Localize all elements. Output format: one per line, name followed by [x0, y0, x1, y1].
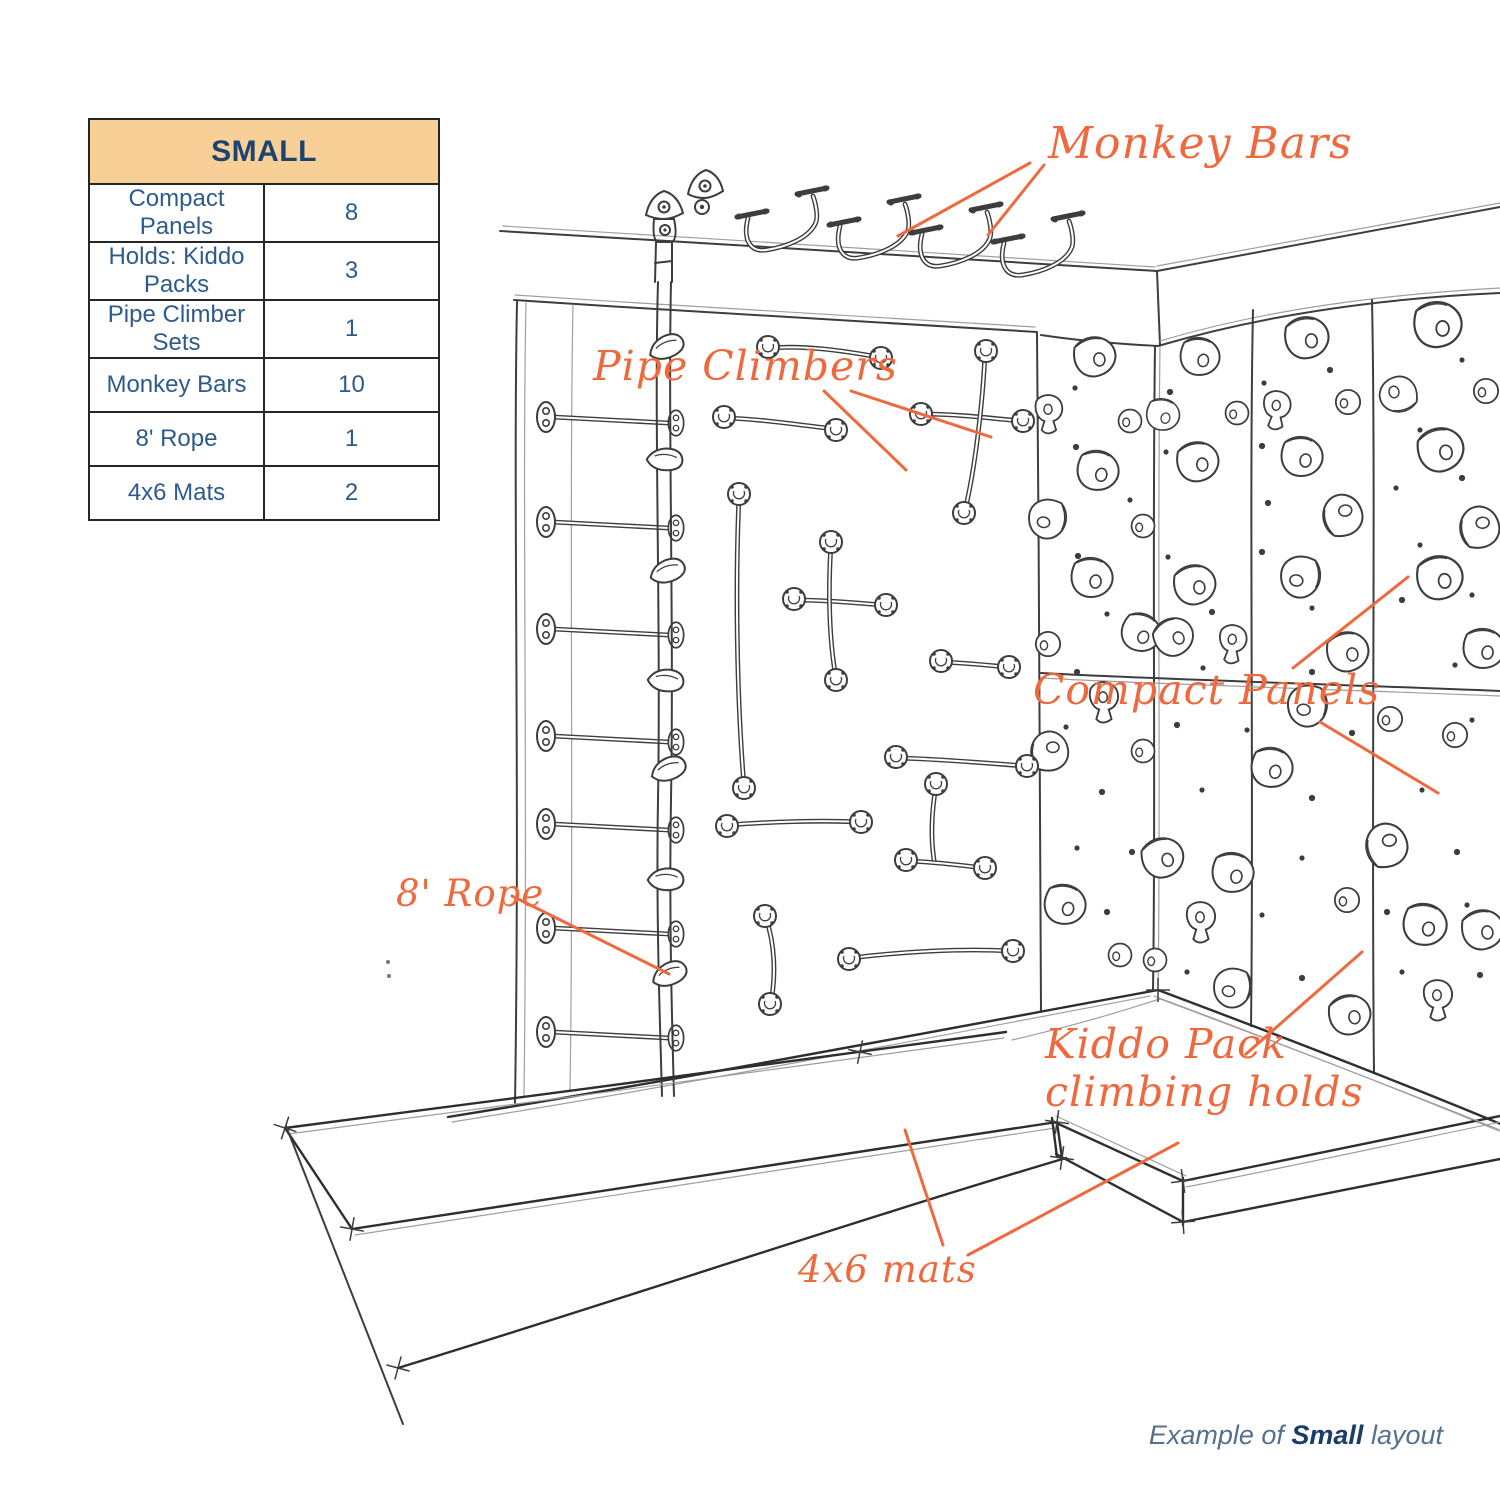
- stray-marks: [386, 960, 391, 978]
- row-label: Monkey Bars: [89, 358, 264, 412]
- rope-anchor-mounts: [646, 170, 723, 282]
- label-kiddo-pack-line1: Kiddo Pack: [1045, 1020, 1287, 1068]
- row-label: 4x6 Mats: [89, 466, 264, 520]
- label-pipe-climbers: Pipe Climbers: [593, 342, 898, 390]
- caption-prefix: Example of: [1148, 1420, 1292, 1450]
- small-layout-spec-table: [88, 118, 440, 521]
- row-value: 1: [264, 300, 439, 358]
- caption-suffix: layout: [1363, 1420, 1443, 1450]
- label-mats: 4x6 mats: [798, 1248, 977, 1291]
- row-value: 10: [264, 358, 439, 412]
- table-row: [89, 242, 439, 300]
- table-title: SMALL: [89, 119, 439, 184]
- row-label: 8' Rope: [89, 412, 264, 466]
- table-row: [89, 358, 439, 412]
- example-caption: [0, 1420, 1443, 1451]
- label-kiddo-pack: [1045, 1020, 1364, 1117]
- row-label: Pipe Climber Sets: [89, 300, 264, 358]
- table-row: [89, 184, 439, 242]
- table-row: [89, 300, 439, 358]
- ladder-rungs-sketch: [537, 402, 684, 1051]
- row-value: 3: [264, 242, 439, 300]
- label-compact-panels: Compact Panels: [1033, 666, 1381, 714]
- row-value: 2: [264, 466, 439, 520]
- label-monkey-bars: Monkey Bars: [1048, 118, 1353, 169]
- row-label: Compact Panels: [89, 184, 264, 242]
- table-row: [89, 412, 439, 466]
- row-value: 8: [264, 184, 439, 242]
- label-rope: 8' Rope: [396, 872, 545, 915]
- label-kiddo-pack-line2: climbing holds: [1045, 1068, 1364, 1117]
- caption-emphasis: Small: [1291, 1420, 1364, 1450]
- table-row: [89, 466, 439, 520]
- row-value: 1: [264, 412, 439, 466]
- row-label: Holds: Kiddo Packs: [89, 242, 264, 300]
